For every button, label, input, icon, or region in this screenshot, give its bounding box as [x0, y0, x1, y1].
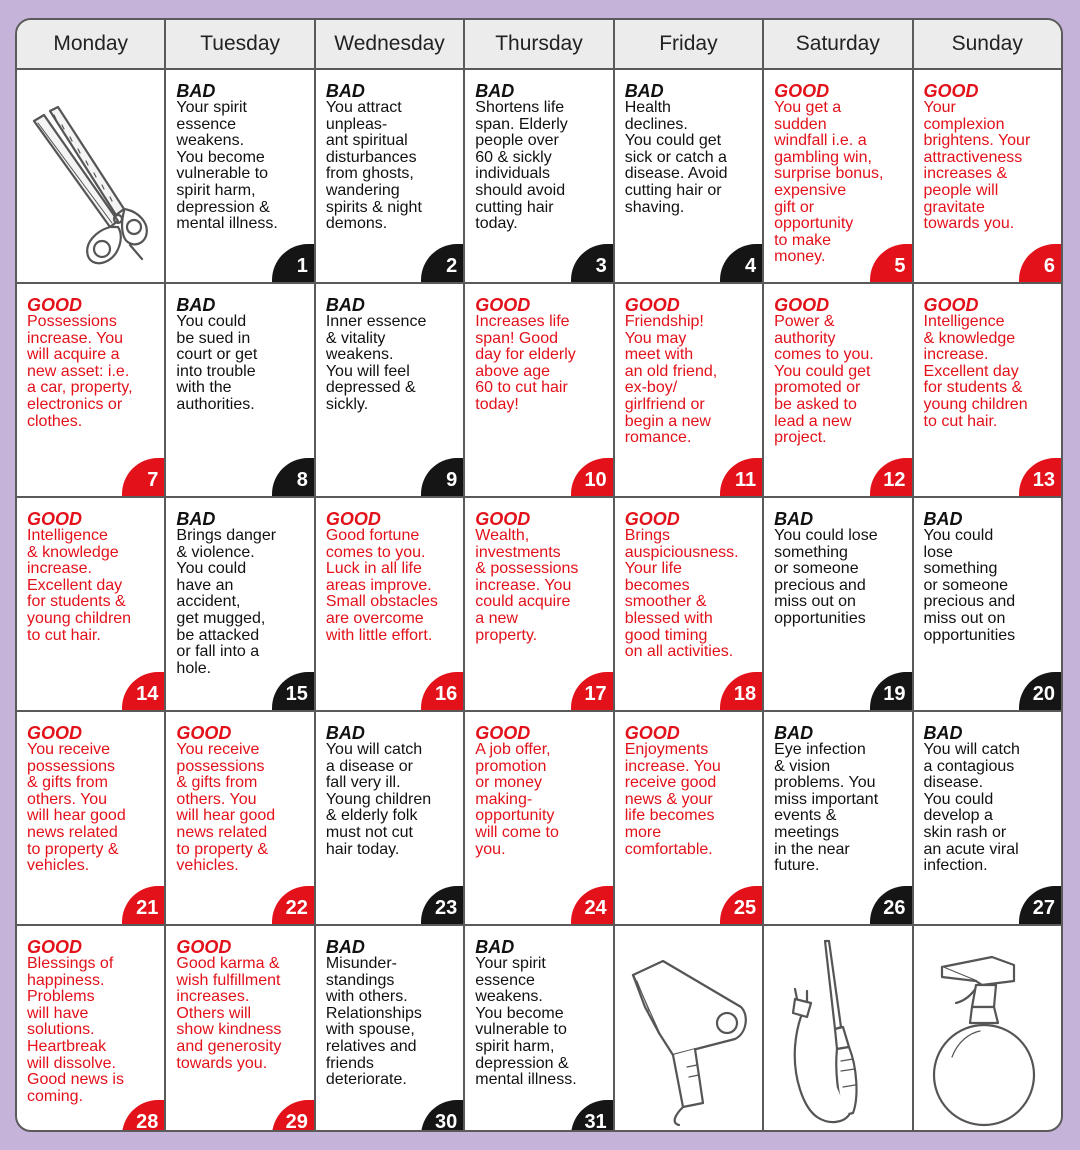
verdict-label: BAD	[325, 723, 365, 743]
week-row	[17, 924, 1061, 1132]
week-row	[17, 70, 1061, 282]
day-content	[326, 82, 457, 233]
day-content	[924, 724, 1055, 875]
day-cell-14	[17, 498, 164, 710]
day-number-badge: 19	[870, 672, 912, 710]
day-content	[176, 82, 307, 233]
day-content	[924, 296, 1055, 430]
weekday-tuesday: Tuesday	[164, 20, 313, 68]
verdict-label: GOOD	[27, 295, 83, 315]
day-cell-30	[314, 926, 463, 1132]
weekday-sunday: Sunday	[912, 20, 1061, 68]
day-content	[774, 724, 905, 875]
illustration-cell	[613, 926, 762, 1132]
day-cell-9	[314, 284, 463, 496]
day-description: Your spirit essence weakens. You become vulnerable to spirit harm, depression & mental illness.	[176, 99, 278, 233]
day-number-badge: 7	[122, 458, 164, 496]
day-cell-18	[613, 498, 762, 710]
day-cell-13	[912, 284, 1061, 496]
day-cell-1	[164, 70, 313, 282]
day-cell-15	[164, 498, 313, 710]
day-description: Eye infection & vision problems. You miss important events & meetings in the near future.	[774, 741, 879, 875]
day-number-badge: 27	[1019, 886, 1061, 924]
day-content	[326, 724, 457, 858]
illustration-cell	[762, 926, 911, 1132]
verdict-label: GOOD	[27, 937, 83, 957]
verdict-label: GOOD	[475, 295, 531, 315]
day-number-badge: 14	[122, 672, 164, 710]
day-cell-31	[463, 926, 612, 1132]
weekday-wednesday: Wednesday	[314, 20, 463, 68]
day-description: Inner essence & vitality weakens. You will feel depressed & sickly.	[325, 313, 427, 413]
weekday-friday: Friday	[613, 20, 762, 68]
week-row	[17, 710, 1061, 924]
day-content	[176, 724, 307, 875]
verdict-label: BAD	[176, 509, 216, 529]
verdict-label: GOOD	[475, 509, 531, 529]
verdict-label: GOOD	[774, 81, 830, 101]
day-description: Intelligence & knowledge increase. Excellent day for students & young children to cut hair.	[27, 527, 132, 644]
day-number-badge: 12	[870, 458, 912, 496]
day-cell-2	[314, 70, 463, 282]
verdict-label: BAD	[176, 295, 216, 315]
day-cell-17	[463, 498, 612, 710]
day-content	[176, 938, 307, 1072]
day-number-badge: 13	[1019, 458, 1061, 496]
day-content	[326, 510, 457, 644]
day-description: Enjoyments increase. You receive good news & your life becomes more comfortable.	[624, 741, 721, 858]
day-content	[924, 82, 1055, 233]
verdict-label: GOOD	[27, 509, 83, 529]
day-description: You get a sudden windfall i.e. a gambling win, surprise bonus, expensive gift or opportunity to make money.	[774, 99, 884, 266]
day-cell-4	[613, 70, 762, 282]
day-cell-26	[762, 712, 911, 924]
day-cell-8	[164, 284, 313, 496]
day-description: You attract unpleas- ant spiritual disturbances from ghosts, wandering spirits & night demons.	[325, 99, 422, 233]
day-cell-22	[164, 712, 313, 924]
day-description: Possessions increase. You will acquire a new asset: i.e. a car, property, electronics or clothes.	[27, 313, 133, 430]
verdict-label: GOOD	[624, 509, 680, 529]
hair-cutting-calendar	[15, 18, 1063, 1132]
day-content	[27, 510, 158, 644]
illustration-cell	[912, 926, 1061, 1132]
verdict-label: BAD	[923, 509, 963, 529]
day-content	[475, 82, 606, 233]
day-content	[326, 938, 457, 1089]
day-number-badge: 16	[421, 672, 463, 710]
day-number-badge: 26	[870, 886, 912, 924]
day-content	[27, 938, 158, 1105]
day-cell-21	[17, 712, 164, 924]
day-number-badge: 1	[272, 244, 314, 282]
day-description: You could lose something or someone precious and miss out on opportunities	[923, 527, 1016, 644]
day-content	[475, 938, 606, 1089]
day-description: You receive possessions & gifts from others. You will hear good news related to property & vehicles.	[176, 741, 276, 875]
day-cell-5	[762, 70, 911, 282]
day-description: You will catch a disease or fall very ill. Young children & elderly folk must not cut hair today.	[325, 741, 432, 858]
verdict-label: BAD	[774, 509, 814, 529]
day-number-badge: 29	[272, 1100, 314, 1132]
day-number-badge: 8	[272, 458, 314, 496]
weekday-saturday: Saturday	[762, 20, 911, 68]
day-number-badge: 22	[272, 886, 314, 924]
day-number-badge: 9	[421, 458, 463, 496]
verdict-label: BAD	[475, 937, 515, 957]
day-cell-19	[762, 498, 911, 710]
day-number-badge: 25	[720, 886, 762, 924]
day-cell-7	[17, 284, 164, 496]
day-content	[625, 82, 756, 216]
day-cell-12	[762, 284, 911, 496]
day-description: Your complexion brightens. Your attractiveness increases & people will gravitate towards you.	[923, 99, 1031, 233]
verdict-label: GOOD	[624, 295, 680, 315]
day-description: Blessings of happiness. Problems will have solutions. Heartbreak will dissolve. Good news is coming.	[27, 955, 124, 1105]
day-content	[27, 724, 158, 875]
day-description: A job offer, promotion or money making- opportunity will come to you.	[475, 741, 559, 858]
day-number-badge: 31	[571, 1100, 613, 1132]
verdict-label: BAD	[176, 81, 216, 101]
day-number-badge: 15	[272, 672, 314, 710]
day-number-badge: 6	[1019, 244, 1061, 282]
day-content	[774, 296, 905, 447]
day-cell-29	[164, 926, 313, 1132]
day-content	[475, 296, 606, 414]
day-description: Brings auspiciousness. Your life becomes smoother & blessed with good timing on all activities.	[624, 527, 739, 661]
day-description: Shortens life span. Elderly people over 60 & sickly individuals should avoid cutting hair today.	[475, 99, 568, 233]
verdict-label: BAD	[624, 81, 664, 101]
week-row	[17, 282, 1061, 496]
day-content	[326, 296, 457, 414]
verdict-label: BAD	[923, 723, 963, 743]
day-content	[774, 82, 905, 266]
weekday-monday: Monday	[53, 32, 129, 55]
day-cell-28	[17, 926, 164, 1132]
verdict-label: GOOD	[176, 937, 232, 957]
day-number-badge: 20	[1019, 672, 1061, 710]
verdict-label: GOOD	[325, 509, 381, 529]
day-number-badge: 28	[122, 1100, 164, 1132]
hair-dryer-icon	[615, 926, 762, 1132]
day-description: Brings danger & violence. You could have an accident, get mugged, be attacked or fall into a hole.	[176, 527, 277, 677]
day-number-badge: 30	[421, 1100, 463, 1132]
day-number-badge: 17	[571, 672, 613, 710]
day-description: Intelligence & knowledge increase. Excellent day for students & young children to cut hair.	[923, 313, 1028, 430]
day-cell-3	[463, 70, 612, 282]
day-description: You will catch a contagious disease. You could develop a skin rash or an acute viral infection.	[923, 741, 1020, 875]
day-number-badge: 5	[870, 244, 912, 282]
calendar-grid	[17, 70, 1061, 1132]
day-content	[625, 296, 756, 447]
scissors-icon	[17, 70, 164, 282]
day-cell-16	[314, 498, 463, 710]
day-content	[27, 296, 158, 430]
verdict-label: GOOD	[475, 723, 531, 743]
day-content	[475, 510, 606, 644]
day-description: Good fortune comes to you. Luck in all life areas improve. Small obstacles are overcome with little effort.	[325, 527, 438, 644]
verdict-label: GOOD	[624, 723, 680, 743]
day-content	[625, 724, 756, 858]
day-content	[475, 724, 606, 858]
day-description: Health declines. You could get sick or catch a disease. Avoid cutting hair or shaving.	[624, 99, 728, 216]
day-description: Power & authority comes to you. You could get promoted or be asked to lead a new project.	[774, 313, 874, 447]
day-content	[625, 510, 756, 661]
day-number-badge: 23	[421, 886, 463, 924]
verdict-label: GOOD	[774, 295, 830, 315]
day-number-badge: 3	[571, 244, 613, 282]
day-description: Your spirit essence weakens. You become vulnerable to spirit harm, depression & mental illness.	[475, 955, 577, 1089]
day-description: Wealth, investments & possessions increase. You could acquire a new property.	[475, 527, 579, 644]
day-cell-24	[463, 712, 612, 924]
day-cell-10	[463, 284, 612, 496]
day-cell-27	[912, 712, 1061, 924]
verdict-label: GOOD	[176, 723, 232, 743]
day-cell-25	[613, 712, 762, 924]
curling-iron-icon	[764, 926, 911, 1132]
day-number-badge: 18	[720, 672, 762, 710]
day-content	[774, 510, 905, 628]
spray-bottle-icon	[914, 926, 1061, 1132]
day-content	[176, 510, 307, 677]
day-description: Misunder- standings with others. Relationships with spouse, relatives and friends deteriorate.	[325, 955, 422, 1089]
day-number-badge: 10	[571, 458, 613, 496]
verdict-label: BAD	[774, 723, 814, 743]
day-description: Friendship! You may meet with an old friend, ex-boy/ girlfriend or begin a new romance.	[624, 313, 718, 447]
day-number-badge: 11	[720, 458, 762, 496]
day-cell-11	[613, 284, 762, 496]
day-cell-20	[912, 498, 1061, 710]
day-cell-23	[314, 712, 463, 924]
day-number-badge: 21	[122, 886, 164, 924]
verdict-label: BAD	[325, 937, 365, 957]
day-description: You receive possessions & gifts from others. You will hear good news related to property & vehicles.	[27, 741, 126, 875]
illustration-cell	[17, 70, 164, 282]
verdict-label: GOOD	[923, 295, 979, 315]
weekday-header	[17, 20, 1061, 70]
verdict-label: BAD	[325, 295, 365, 315]
day-description: Increases life span! Good day for elderly above age 60 to cut hair today!	[475, 313, 576, 413]
day-description: You could lose something or someone precious and miss out on opportunities	[774, 527, 878, 627]
week-row	[17, 496, 1061, 710]
verdict-label: GOOD	[27, 723, 83, 743]
day-number-badge: 4	[720, 244, 762, 282]
day-description: You could be sued in court or get into trouble with the authorities.	[176, 313, 258, 413]
day-number-badge: 24	[571, 886, 613, 924]
verdict-label: GOOD	[923, 81, 979, 101]
day-content	[924, 510, 1055, 644]
verdict-label: BAD	[325, 81, 365, 101]
day-description: Good karma & wish fulfillment increases. Others will show kindness and generosity towards you.	[176, 955, 282, 1072]
day-number-badge: 2	[421, 244, 463, 282]
weekday-thursday: Thursday	[463, 20, 612, 68]
day-content	[176, 296, 307, 414]
day-cell-6	[912, 70, 1061, 282]
verdict-label: BAD	[475, 81, 515, 101]
